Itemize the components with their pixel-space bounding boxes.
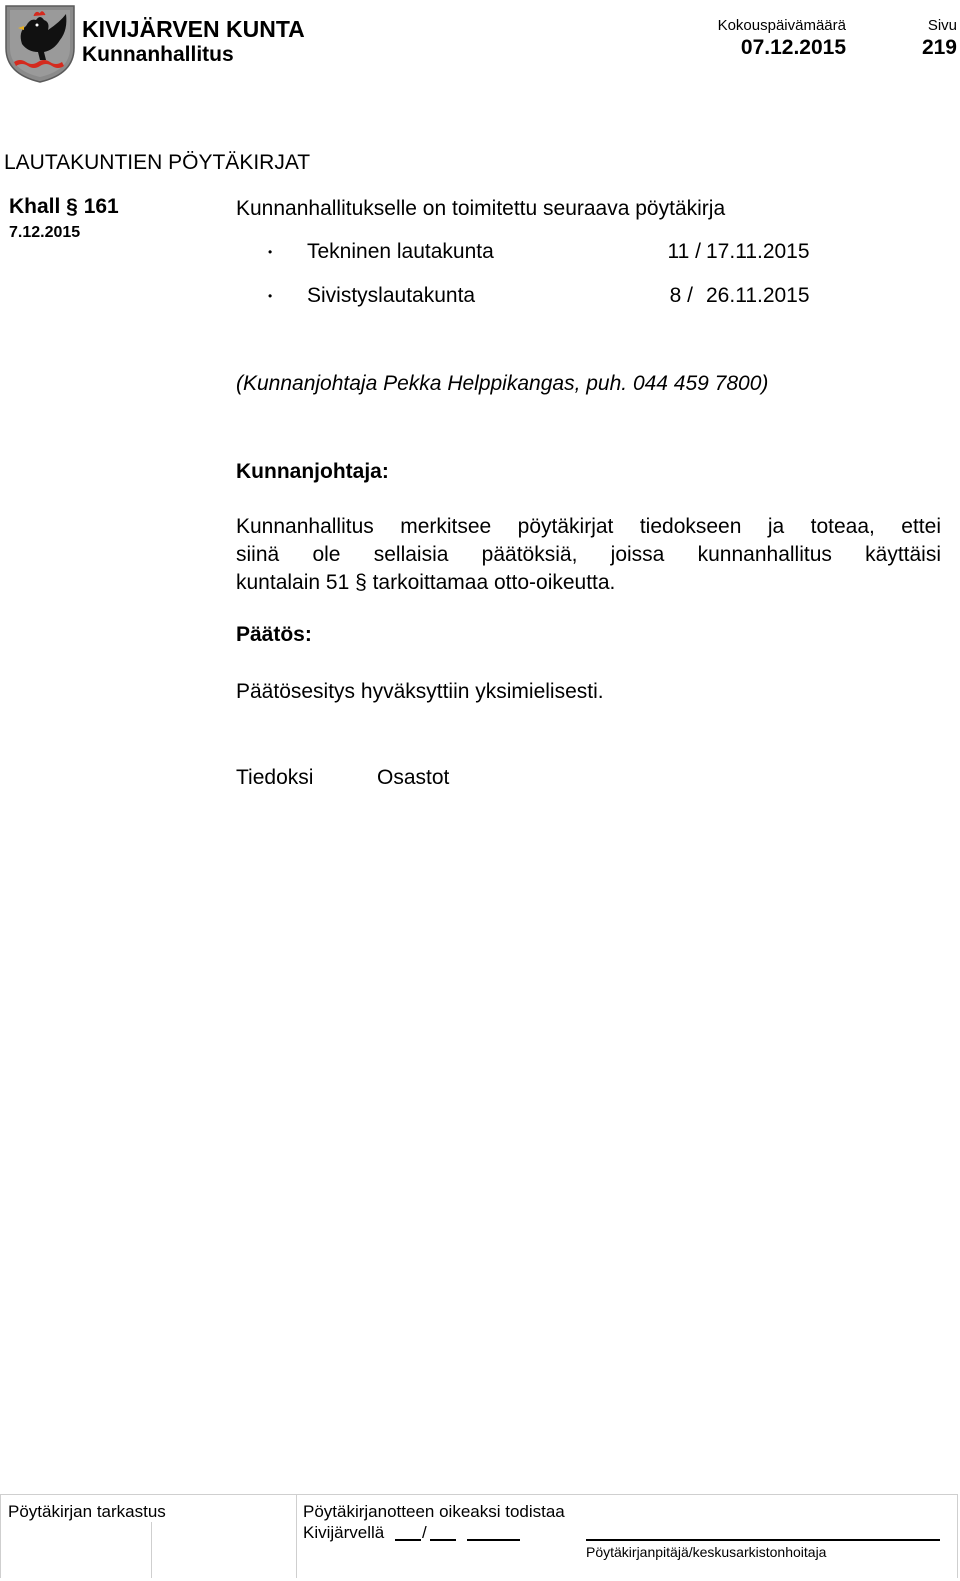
item-date: 26.11.2015 [706,284,810,307]
meeting-date: 07.12.2015 [740,36,846,59]
distribution-value: Osastot [377,766,450,789]
signature-line [467,1539,520,1541]
footer-divider [0,1494,958,1495]
page-label: Sivu [927,17,957,34]
place-label: Kivijärvellä [303,1523,385,1542]
section-number: Khall § 161 [9,195,119,218]
item-name: Tekninen lautakunta [307,240,494,263]
contact-info: (Kunnanjohtaja Pekka Helppikangas, puh. 044 459 7800) [236,372,769,395]
item-date: 17.11.2015 [706,240,810,263]
bullet-icon: • [268,245,273,259]
proposal-line: kuntalain 51 § tarkoittamaa otto-oikeutta. [236,571,616,594]
signature-line [395,1539,421,1541]
municipality-name: KIVIJÄRVEN KUNTA [82,16,305,42]
footer-divider [957,1494,958,1578]
intro-text: Kunnanhallitukselle on toimitettu seuraava pöytäkirja [236,197,726,220]
section-date: 7.12.2015 [9,224,81,241]
date-separator: / [422,1523,427,1542]
proposal-line: Kunnanhallitus merkitsee pöytäkirjat tiedokseen ja toteaa, ettei [236,515,941,538]
proposal-text [236,513,941,597]
bullet-icon: • [268,289,273,303]
footer-divider [0,1494,1,1578]
section-title: LAUTAKUNTIEN PÖYTÄKIRJAT [4,151,311,174]
distribution-label: Tiedoksi [236,766,314,789]
item-number: 11 / [667,240,701,263]
item-name: Sivistyslautakunta [307,284,476,307]
coat-of-arms-icon [4,4,76,84]
signer-role: Pöytäkirjanpitäjä/keskusarkistonhoitaja [586,1544,827,1560]
page-number: 219 [921,36,957,59]
proposal-heading: Kunnanjohtaja: [236,460,389,483]
footer-divider [151,1522,152,1578]
signature-line [430,1539,456,1541]
decision-text: Päätösesitys hyväksyttiin yksimielisesti. [236,680,604,703]
signature-line [586,1539,940,1541]
certify-label: Pöytäkirjanotteen oikeaksi todistaa [303,1502,565,1521]
page-footer [0,1494,958,1578]
proposal-line: siinä ole sellaisia päätöksiä, joissa kunnanhallitus käyttäisi [236,543,941,566]
decision-heading: Päätös: [236,623,312,646]
meeting-date-label: Kokouspäivämäärä [717,17,846,34]
item-number: 8 / [669,284,693,307]
review-label: Pöytäkirjan tarkastus [8,1502,166,1521]
footer-divider [296,1494,297,1578]
organ-name: Kunnanhallitus [82,43,234,66]
